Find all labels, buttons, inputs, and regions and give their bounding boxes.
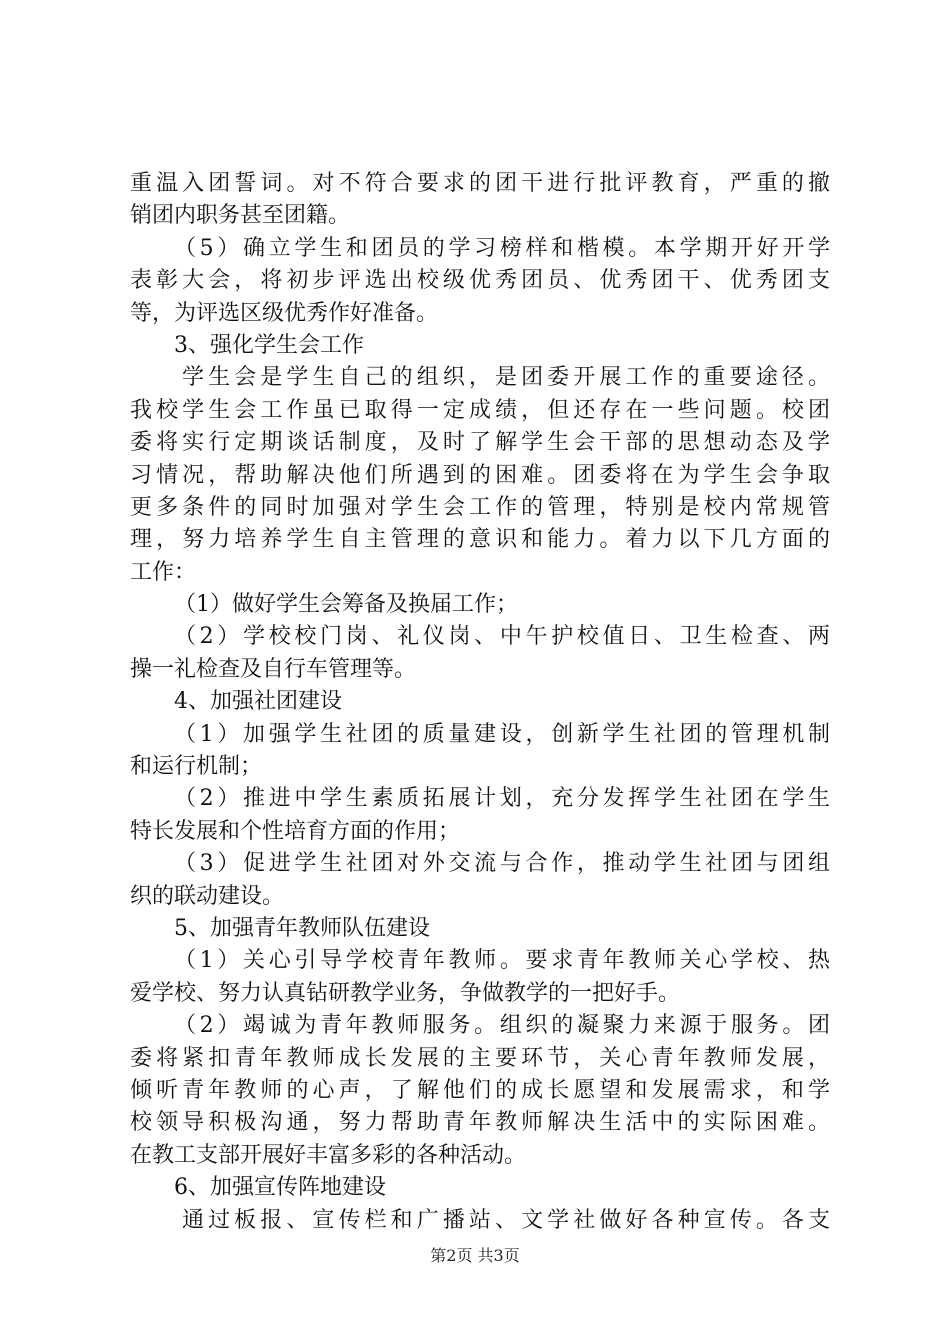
list-item: （2）学校校门岗、礼仪岗、中午护校值日、卫生检查、两 — [174, 624, 830, 650]
section-heading: 6、加强宣传阵地建设 — [174, 1175, 386, 1201]
list-item: （2）推进中学生素质拓展计划，充分发挥学生社团在学生 — [174, 786, 830, 812]
text-line: 在教工支部开展好丰富多彩的各种活动。 — [130, 1142, 527, 1168]
text-line: 倾听青年教师的心声，了解他们的成长愿望和发展需求，和学 — [130, 1077, 830, 1103]
document-body — [130, 168, 830, 1237]
text-line: 通过板报、宣传栏和广播站、文学社做好各种宣传。各支 — [182, 1207, 830, 1233]
text-line: 工作： — [130, 559, 197, 585]
text-line: 校领导积极沟通，努力帮助青年教师解决生活中的实际困难。 — [130, 1110, 830, 1136]
text-line: 委将紧扣青年教师成长发展的主要环节，关心青年教师发展， — [130, 1045, 830, 1071]
text-line: 习情况，帮助解决他们所遇到的困难。团委将在为学生会争取 — [130, 462, 830, 488]
list-item: （1）加强学生社团的质量建设，创新学生社团的管理机制 — [174, 721, 830, 747]
text-line: 委将实行定期谈话制度，及时了解学生会干部的思想动态及学 — [130, 430, 830, 456]
text-line: 理，努力培养学生自主管理的意识和能力。着力以下几方面的 — [130, 527, 830, 553]
text-line: 销团内职务甚至团籍。 — [130, 203, 351, 229]
page-number-footer: 第2页 共3页 — [430, 1246, 520, 1265]
list-item: （1）关心引导学校青年教师。要求青年教师关心学校、热 — [174, 948, 830, 974]
text-line: 操一礼检查及自行车管理等。 — [130, 656, 417, 682]
list-item: （2）竭诚为青年教师服务。组织的凝聚力来源于服务。团 — [174, 1013, 830, 1039]
section-heading: 4、加强社团建设 — [174, 689, 342, 715]
section-heading: 5、加强青年教师队伍建设 — [174, 915, 430, 941]
text-line: 重温入团誓词。对不符合要求的团干进行批评教育，严重的撤 — [130, 171, 830, 196]
text-line: 我校学生会工作虽已取得一定成绩，但还存在一些问题。校团 — [130, 397, 830, 423]
text-line: 更多条件的同时加强对学生会工作的管理，特别是校内常规管 — [130, 494, 830, 520]
text-line: 和运行机制； — [130, 754, 263, 780]
list-item: （1）做好学生会筹备及换届工作； — [174, 592, 518, 618]
text-line: （5）确立学生和团员的学习榜样和楷模。本学期开好开学 — [174, 235, 830, 261]
section-heading: 3、强化学生会工作 — [174, 332, 364, 358]
text-line: 等，为评选区级优秀作好准备。 — [130, 300, 439, 326]
text-line: 学生会是学生自己的组织，是团委开展工作的重要途径。 — [182, 365, 830, 391]
text-line: 织的联动建设。 — [130, 883, 285, 909]
list-item: （3）促进学生社团对外交流与合作，推动学生社团与团组 — [174, 851, 830, 877]
text-line: 爱学校、努力认真钻研教学业务，争做教学的一把好手。 — [130, 980, 681, 1006]
text-line: 特长发展和个性培育方面的作用； — [130, 818, 461, 844]
text-line: 表彰大会，将初步评选出校级优秀团员、优秀团干、优秀团支 — [130, 268, 830, 294]
